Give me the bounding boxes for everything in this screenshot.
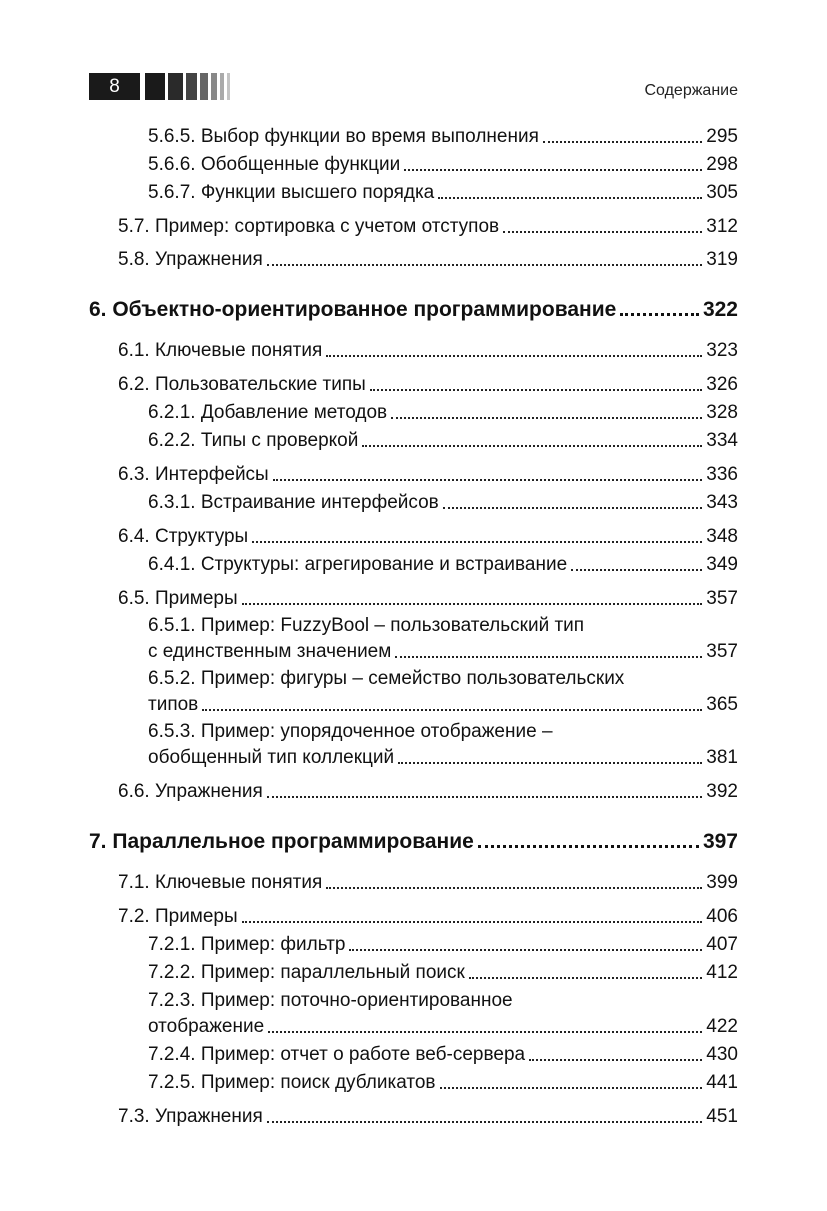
toc-entry[interactable]: 6.6. Упражнения 392 (118, 781, 738, 802)
header-decor-bar (145, 73, 165, 100)
toc-page-number: 407 (706, 934, 738, 955)
toc-page-number: 441 (706, 1072, 738, 1093)
toc-entry[interactable]: 6.2.1. Добавление методов 328 (148, 402, 738, 423)
header-decor-bar (186, 73, 197, 100)
toc-entry[interactable]: 7.1. Ключевые понятия 399 (118, 872, 738, 893)
toc-page-number: 343 (706, 492, 738, 513)
page-header (0, 0, 827, 110)
toc-entry[interactable]: 5.6.7. Функции высшего порядка 305 (148, 182, 738, 203)
toc-entry[interactable]: 6.1. Ключевые понятия 323 (118, 340, 738, 361)
toc-page-number: 319 (706, 249, 738, 270)
toc-page-number: 430 (706, 1044, 738, 1065)
toc-chapter[interactable]: 7. Параллельное программирование 397 (89, 830, 738, 853)
toc-entry[interactable]: 7.2.1. Пример: фильтр 407 (148, 934, 738, 955)
toc-entry[interactable]: 5.8. Упражнения 319 (118, 249, 738, 270)
header-decor-bar (227, 73, 230, 100)
toc-page-number: 312 (706, 216, 738, 237)
header-decor-bar (211, 73, 217, 100)
toc-page-number: 357 (706, 641, 738, 662)
toc-page-number: 322 (702, 298, 738, 321)
toc-entry[interactable]: 5.7. Пример: сортировка с учетом отступов 312 (118, 216, 738, 237)
toc-entry[interactable]: типов 365 (148, 694, 738, 715)
toc-page-number: 305 (706, 182, 738, 203)
toc-entry[interactable]: 6.2. Пользовательские типы 326 (118, 374, 738, 395)
toc-page-number: 298 (706, 154, 738, 175)
toc-entry[interactable]: 6.3.1. Встраивание интерфейсов 343 (148, 492, 738, 513)
toc-page-number: 349 (706, 554, 738, 575)
toc-page-number: 323 (706, 340, 738, 361)
toc-page-number: 422 (706, 1016, 738, 1037)
toc-page-number: 381 (706, 747, 738, 768)
toc-entry-first-line: 6.5.2. Пример: фигуры – семейство пользовательских (148, 668, 625, 689)
toc-entry[interactable]: 7.2.2. Пример: параллельный поиск 412 (148, 962, 738, 983)
toc-page-number: 326 (706, 374, 738, 395)
toc-entry[interactable]: 6.2.2. Типы с проверкой 334 (148, 430, 738, 451)
toc-entry[interactable]: 6.3. Интерфейсы 336 (118, 464, 738, 485)
toc-page-number: 397 (702, 830, 738, 853)
toc-page-number: 328 (706, 402, 738, 423)
toc-page-number: 399 (706, 872, 738, 893)
toc-page-number: 406 (706, 906, 738, 927)
running-section-title: Содержание (644, 82, 738, 99)
toc-page-number: 336 (706, 464, 738, 485)
toc-entry[interactable]: 6.5. Примеры 357 (118, 588, 738, 609)
page-number: 8 (89, 73, 140, 100)
toc-entry[interactable]: с единственным значением 357 (148, 641, 738, 662)
toc-entry[interactable]: 7.2.5. Пример: поиск дубликатов 441 (148, 1072, 738, 1093)
toc-entry-first-line: 6.5.3. Пример: упорядоченное отображение – (148, 721, 553, 742)
toc-entry[interactable]: 7.2.4. Пример: отчет о работе веб-сервера 430 (148, 1044, 738, 1065)
toc-entry[interactable]: отображение 422 (148, 1016, 738, 1037)
toc-chapter[interactable]: 6. Объектно-ориентированное программирование 322 (89, 298, 738, 321)
toc-entry[interactable]: обобщенный тип коллекций 381 (148, 747, 738, 768)
toc-entry[interactable]: 7.2. Примеры 406 (118, 906, 738, 927)
toc-page-number: 365 (706, 694, 738, 715)
toc-entry[interactable]: 6.4.1. Структуры: агрегирование и встраивание 349 (148, 554, 738, 575)
toc-page-number: 348 (706, 526, 738, 547)
header-decor-bar (200, 73, 208, 100)
toc-page-number: 295 (706, 126, 738, 147)
toc-page-number: 392 (706, 781, 738, 802)
toc-entry[interactable]: 5.6.6. Обобщенные функции 298 (148, 154, 738, 175)
toc-entry[interactable]: 5.6.5. Выбор функции во время выполнения 295 (148, 126, 738, 147)
header-decor-bar (168, 73, 183, 100)
toc-entry-first-line: 7.2.3. Пример: поточно-ориентированное (148, 990, 513, 1011)
header-decor-bar (220, 73, 224, 100)
toc-entry[interactable]: 7.3. Упражнения 451 (118, 1106, 738, 1127)
toc-page-number: 334 (706, 430, 738, 451)
toc-page-number: 412 (706, 962, 738, 983)
toc-page-number: 451 (706, 1106, 738, 1127)
toc-entry[interactable]: 6.4. Структуры 348 (118, 526, 738, 547)
toc-entry-first-line: 6.5.1. Пример: FuzzyBool – пользовательский тип (148, 615, 585, 636)
toc-page-number: 357 (706, 588, 738, 609)
